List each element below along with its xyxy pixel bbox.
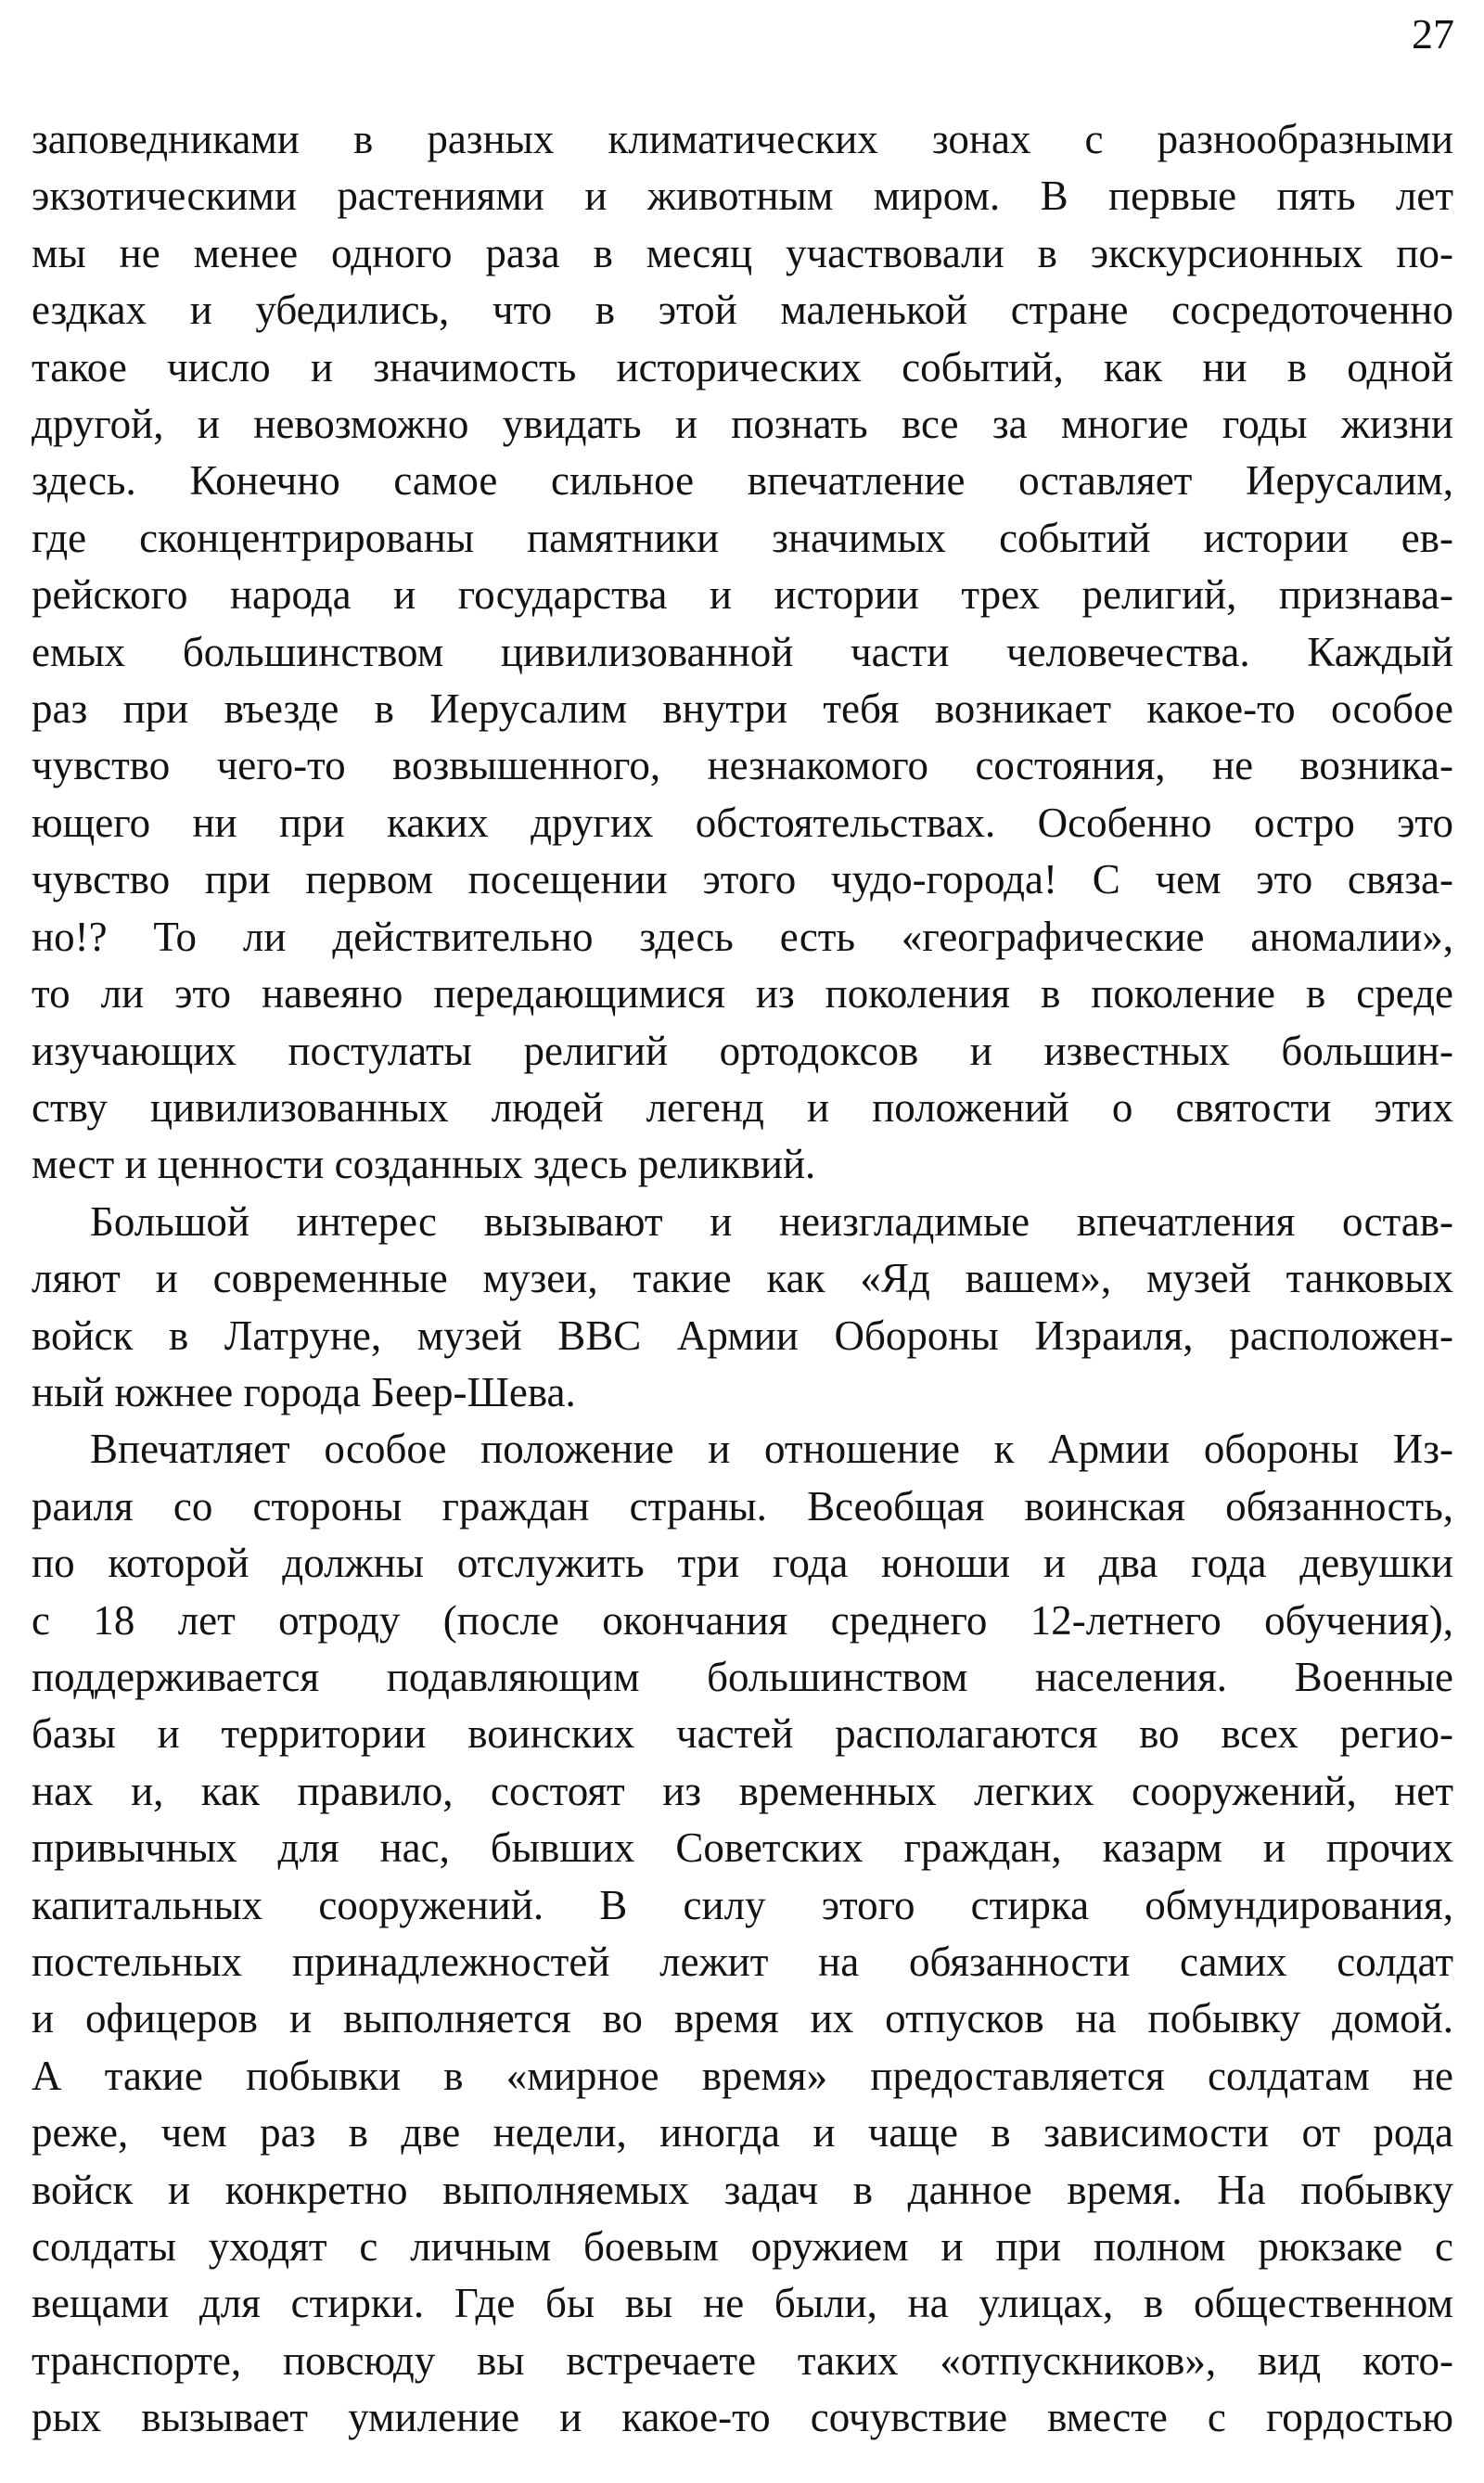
text-line: изучающих постулаты религий ортодоксов и известных большин-: [32, 1027, 1453, 1074]
text-line: мы не менее одного раза в месяц участвовали в экскурсионных по-: [32, 229, 1453, 276]
text-line: то ли это навеяно передающимися из поколения в поколение в среде: [32, 970, 1453, 1018]
text-line: капитальных сооружений. В силу этого стирка обмундирования,: [32, 1881, 1453, 1928]
text-line: вещами для стирки. Где бы вы не были, на улицах, в общественном: [32, 2280, 1453, 2327]
text-line: привычных для нас, бывших Советских граждан, казарм и прочих: [32, 1824, 1453, 1872]
text-line: здесь. Конечно самое сильное впечатление оставляет Иерусалим,: [32, 457, 1453, 505]
text-line: базы и территории воинских частей располагаются во всех регио-: [32, 1710, 1453, 1758]
text-line: емых большинством цивилизованной части человечества. Каждый: [32, 628, 1453, 675]
body-text: [32, 111, 1453, 2447]
text-line: ству цивилизованных людей легенд и положений о святости этих: [32, 1083, 1453, 1131]
text-line: экзотическими растениями и животным миром. В первые пять лет: [32, 173, 1453, 220]
text-line: по которой должны отслужить три года юноши и два года девушки: [32, 1540, 1453, 1587]
text-line: транспорте, повсюду вы встречаете таких «отпускников», вид кото-: [32, 2336, 1453, 2384]
text-line: нах и, как правило, состоят из временных легких сооружений, нет: [32, 1767, 1453, 1814]
text-line: солдаты уходят с личным боевым оружием и при полном рюкзаке с: [32, 2223, 1453, 2271]
text-line: ляют и современные музеи, такие как «Яд вашем», музей танковых: [32, 1255, 1453, 1302]
text-line: раз при въезде в Иерусалим внутри тебя возникает какое-то особое: [32, 685, 1453, 733]
text-line: чувство чего-то возвышенного, незнакомого состояния, не возника-: [32, 742, 1453, 789]
text-line: войск в Латруне, музей ВВС Армии Обороны Израиля, расположен-: [32, 1312, 1453, 1359]
text-line: с 18 лет отроду (после окончания среднего 12-летнего обучения),: [32, 1596, 1453, 1644]
text-line: войск и конкретно выполняемых задач в данное время. На побывку: [32, 2166, 1453, 2213]
text-line: но!? То ли действительно здесь есть «географические аномалии»,: [32, 913, 1453, 960]
text-line: рейского народа и государства и истории трех религий, признава-: [32, 571, 1453, 619]
text-line: заповедниками в разных климатических зонах с разнообразными: [32, 116, 1453, 162]
text-line: где сконцентрированы памятники значимых событий истории ев-: [32, 514, 1453, 561]
text-line: Большой интерес вызывают и неизгладимые впечатления остав-: [90, 1197, 1453, 1245]
text-line: и офицеров и выполняется во время их отпусков на побывку домой.: [32, 1995, 1453, 2042]
text-line: такое число и значимость исторических событий, как ни в одной: [32, 343, 1453, 390]
text-line: ездках и убедились, что в этой маленькой стране сосредоточенно: [32, 287, 1453, 334]
text-line: А такие побывки в «мирное время» предоставляется солдатам не: [32, 2052, 1453, 2099]
text-line: раиля со стороны граждан страны. Всеобщая воинская обязанность,: [32, 1482, 1453, 1529]
text-line: постельных принадлежностей лежит на обязанности самих солдат: [32, 1939, 1453, 1985]
text-line: Впечатляет особое положение и отношение к Армии обороны Из-: [90, 1426, 1453, 1473]
page-number: 27: [1412, 10, 1454, 58]
text-line: ющего ни при каких других обстоятельствах. Особенно остро это: [32, 799, 1453, 846]
text-line: рых вызывает умиление и какое-то сочувствие вместе с гордостью: [32, 2394, 1453, 2441]
text-line: поддерживается подавляющим большинством населения. Военные: [32, 1653, 1453, 1700]
text-line: ный южнее города Беер-Шева.: [32, 1368, 576, 1415]
text-line: чувство при первом посещении этого чудо-города! С чем это связа-: [32, 856, 1453, 903]
text-line: другой, и невозможно увидать и познать все за многие годы жизни: [32, 401, 1453, 448]
text-line: мест и ценности созданных здесь реликвий.: [32, 1141, 816, 1188]
text-line: реже, чем раз в две недели, иногда и чаще в зависимости от рода: [32, 2109, 1453, 2157]
